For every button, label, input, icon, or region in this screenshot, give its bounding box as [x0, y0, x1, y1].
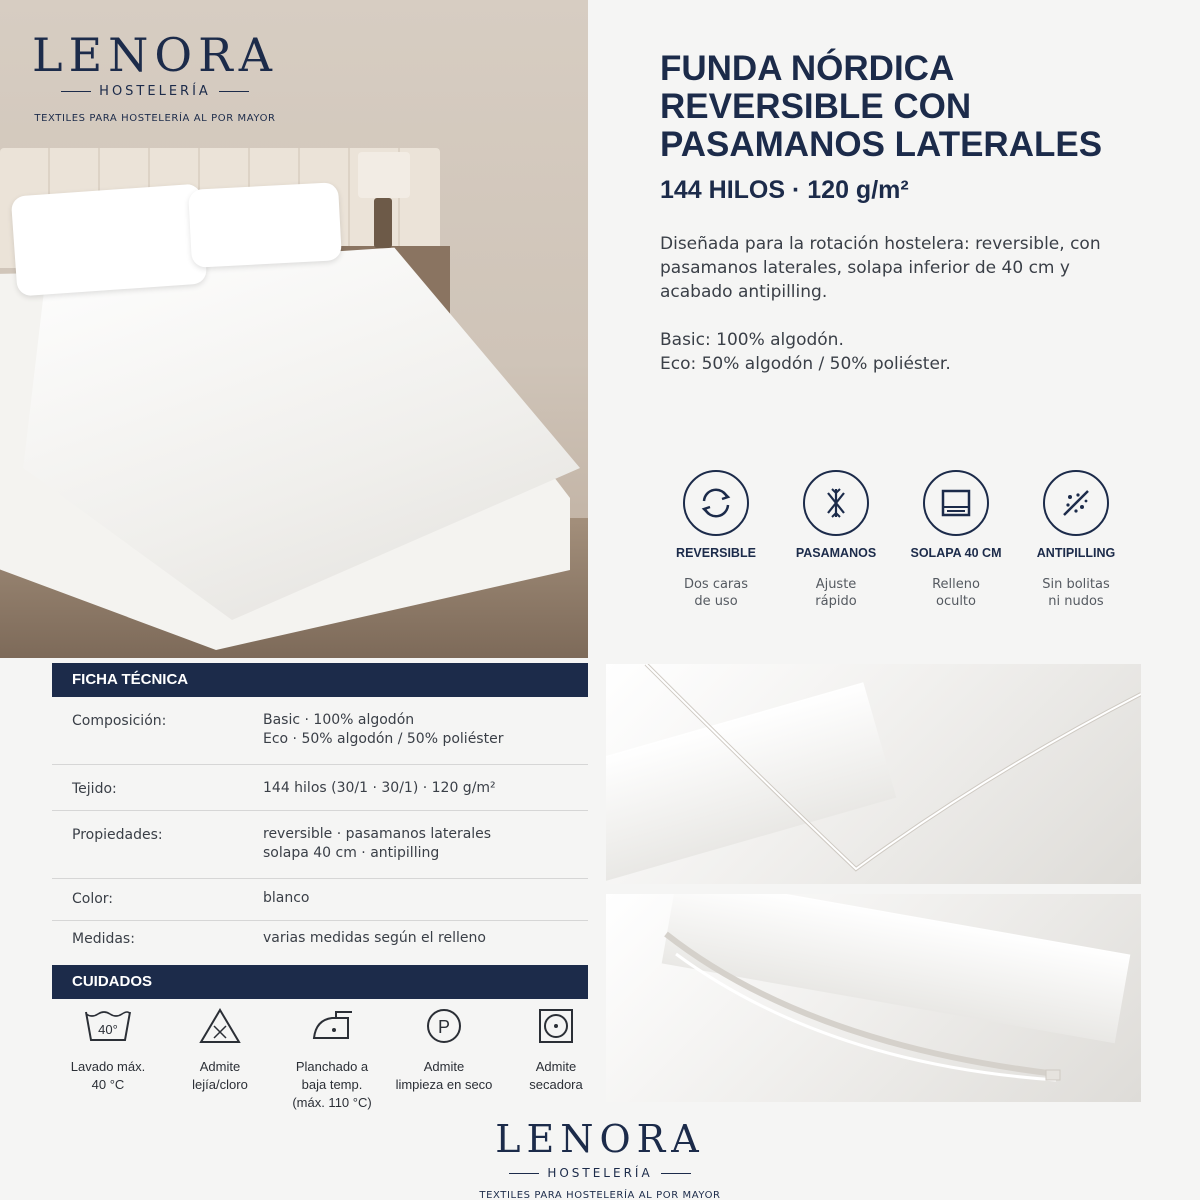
feature-label: SOLAPA 40 CM — [910, 546, 1002, 560]
title-line: REVERSIBLE CON — [660, 87, 972, 126]
spec-value — [263, 779, 496, 798]
brand-division-row — [450, 1166, 750, 1180]
hidden-flap-opening — [606, 894, 1141, 1102]
product-subtitle: 144 HILOS · 120 g/m² — [660, 176, 909, 204]
spec-value — [263, 889, 310, 908]
care-label: Planchado a baja temp. (máx. 110 °C) — [292, 1059, 372, 1110]
flap-icon — [923, 470, 989, 536]
spec-value-line: blanco — [263, 890, 310, 906]
piping-edge — [606, 664, 1141, 884]
feature-list — [656, 470, 1136, 610]
bleach-allowed-icon — [164, 1004, 276, 1048]
feature-desc: Sin bolitas ni nudos — [1042, 577, 1110, 609]
care-list — [52, 1004, 612, 1112]
tumble-dry-icon — [500, 1004, 612, 1048]
title-line: PASAMANOS LATERALES — [660, 125, 1103, 164]
feature-desc: Ajuste rápido — [815, 577, 857, 609]
brand-division: HOSTELERÍA — [547, 1166, 653, 1180]
feature-label: ANTIPILLING — [1036, 546, 1116, 560]
brand-name: LENORA — [32, 28, 278, 82]
care-item-bleach — [164, 1004, 276, 1112]
title-line: FUNDA NÓRDICA — [660, 49, 955, 88]
spec-value-line: varias medidas según el relleno — [263, 930, 486, 946]
brand-division: HOSTELERÍA — [99, 84, 211, 99]
spec-value-line: reversible · pasamanos laterales — [263, 826, 492, 842]
reversible-arrows-icon — [683, 470, 749, 536]
detail-photo-piping — [606, 664, 1141, 884]
brand-tagline: TEXTILES PARA HOSTELERÍA AL POR MAYOR — [479, 1190, 721, 1200]
care-label: Lavado máx. 40 °C — [70, 1059, 146, 1092]
brand-logo-bottom — [450, 1118, 750, 1200]
spec-key: Medidas: — [72, 931, 135, 947]
feature-pasamanos — [776, 470, 896, 610]
variants — [660, 328, 1140, 376]
care-item-iron — [276, 1004, 388, 1112]
care-label: Admite secadora — [529, 1059, 583, 1092]
spec-row-propiedades — [52, 811, 588, 879]
care-item-dryer — [500, 1004, 612, 1112]
spec-key: Tejido: — [72, 781, 117, 797]
brand-logo-top — [0, 30, 310, 124]
iron-low-icon — [276, 1004, 388, 1048]
spec-row-tejido — [52, 765, 588, 811]
lamp-base — [374, 198, 392, 248]
brand-tagline: TEXTILES PARA HOSTELERÍA AL POR MAYOR — [34, 113, 276, 124]
spec-value-line: solapa 40 cm · antipilling — [263, 845, 440, 861]
brand-division-row — [0, 84, 310, 99]
pillow — [11, 183, 208, 296]
detail-photo-zipper — [606, 894, 1141, 1102]
spec-key: Propiedades: — [72, 827, 163, 843]
hero-bed-photo — [0, 0, 588, 658]
feature-solapa — [896, 470, 1016, 610]
variant-eco: Eco: 50% algodón / 50% poliéster. — [660, 354, 951, 374]
spec-row-medidas — [52, 921, 588, 961]
variant-basic: Basic: 100% algodón. — [660, 330, 844, 350]
spec-value-line: Basic · 100% algodón — [263, 712, 415, 728]
spec-row-color — [52, 879, 588, 921]
care-label: Admite limpieza en seco — [395, 1059, 493, 1092]
spec-value — [263, 929, 486, 948]
product-title — [660, 50, 1180, 164]
feature-label: PASAMANOS — [795, 546, 877, 560]
spec-heading: FICHA TÉCNICA — [52, 663, 588, 697]
feature-antipilling — [1016, 470, 1136, 610]
piping-icon — [803, 470, 869, 536]
spec-value — [263, 825, 491, 863]
care-item-wash — [52, 1004, 164, 1112]
spec-value-line: Eco · 50% algodón / 50% poliéster — [263, 731, 504, 747]
spec-key: Composición: — [72, 713, 167, 729]
feature-desc: Dos caras de uso — [683, 577, 749, 609]
wash-temp: 40° — [98, 1022, 118, 1037]
feature-label: REVERSIBLE — [676, 546, 756, 560]
lamp-shade — [358, 152, 410, 198]
care-item-dryclean — [388, 1004, 500, 1112]
antipilling-icon — [1043, 470, 1109, 536]
divider-line — [219, 91, 249, 92]
care-heading: CUIDADOS — [52, 965, 588, 999]
care-label: Admite lejía/cloro — [192, 1059, 248, 1092]
feature-reversible — [656, 470, 776, 610]
spec-key: Color: — [72, 891, 114, 907]
spec-row-composicion — [52, 697, 588, 765]
divider-line — [509, 1173, 539, 1174]
dry-clean-p-icon — [388, 1004, 500, 1048]
divider-line — [61, 91, 91, 92]
spec-value-line: 144 hilos (30/1 · 30/1) · 120 g/m² — [263, 780, 496, 796]
description-text: Diseñada para la rotación hostelera: reversible, con pasamanos laterales, solapa inferior de 40 cm y acabado antipilling. — [660, 234, 1101, 302]
dry-clean-letter: P — [437, 1017, 451, 1037]
feature-desc: Relleno oculto — [932, 577, 980, 609]
brand-name: LENORA — [495, 1117, 705, 1161]
spec-value — [263, 711, 503, 749]
divider-line — [661, 1173, 691, 1174]
product-description — [660, 232, 1140, 376]
pillow — [188, 182, 342, 268]
wash-40-icon — [52, 1004, 164, 1048]
